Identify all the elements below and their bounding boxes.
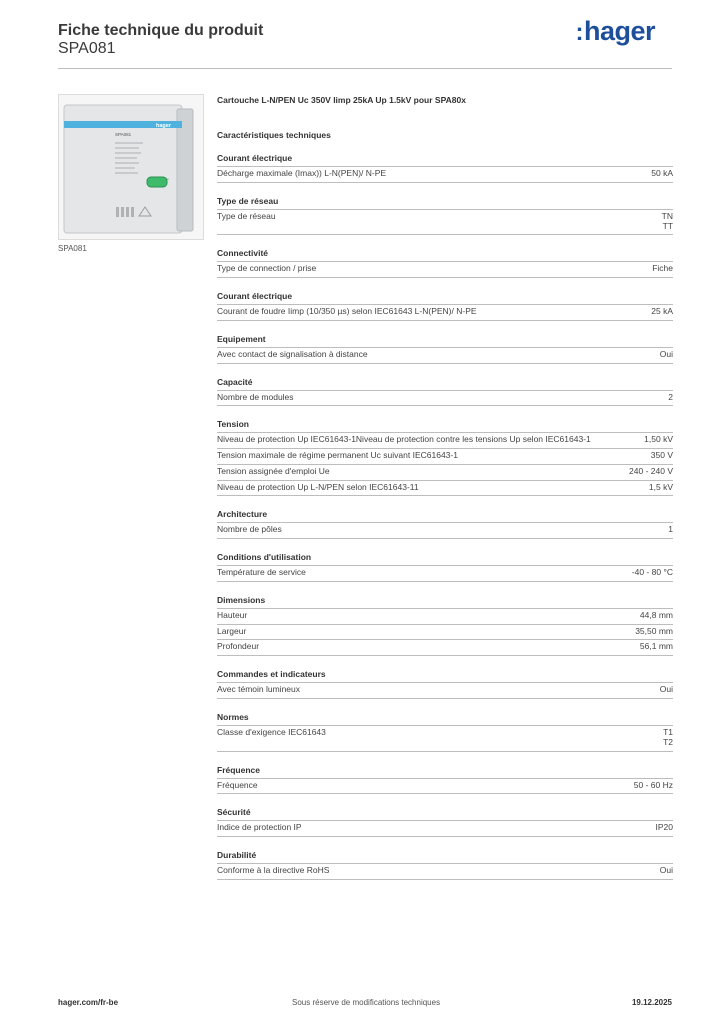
characteristics-groups <box>217 153 673 880</box>
spec-row <box>217 609 673 625</box>
spec-label: Tension maximale de régime permanent Uc suivant IEC61643-1 <box>217 450 458 461</box>
spec-group <box>217 419 673 496</box>
footer-website: hager.com/fr-be <box>58 998 119 1007</box>
spec-label: Niveau de protection Up L-N/PEN selon IEC61643-11 <box>217 481 419 492</box>
spec-group-title: Normes <box>217 712 673 726</box>
spec-value: 50 kA <box>651 168 673 178</box>
spec-row <box>217 683 673 699</box>
spec-label: Type de réseau <box>217 210 276 221</box>
spec-label: Profondeur <box>217 641 260 652</box>
spec-label: Hauteur <box>217 609 248 620</box>
spec-label: Courant de foudre Iimp (10/350 µs) selon IEC61643 L-N(PEN)/ N-PE <box>217 306 477 317</box>
spec-label: Conforme à la directive RoHS <box>217 865 330 876</box>
spec-row <box>217 210 673 236</box>
spec-group <box>217 509 673 539</box>
spec-row <box>217 864 673 880</box>
product-description: Cartouche L-N/PEN Uc 350V Iimp 25kA Up 1.5kV pour SPA80x <box>217 95 466 105</box>
hager-logo <box>575 16 655 47</box>
spec-value: 2 <box>668 391 673 402</box>
spec-label: Niveau de protection Up IEC61643-1Niveau de protection contre les tensions Up selon IEC61643-1 <box>217 434 591 445</box>
spec-label: Décharge maximale (Imax)) L-N(PEN)/ N-PE <box>217 168 387 178</box>
technical-details <box>217 95 673 893</box>
spec-value: 25 kA <box>651 306 673 317</box>
spec-row <box>217 821 673 837</box>
spec-group <box>217 196 673 236</box>
spec-label: Température de service <box>217 567 306 578</box>
footer-date: 19.12.2025 <box>631 998 672 1007</box>
spec-value: 240 - 240 V <box>629 465 673 476</box>
spec-group-title: Type de réseau <box>217 196 673 210</box>
spec-group <box>217 153 673 183</box>
spec-group <box>217 712 673 752</box>
spec-label: Avec témoin lumineux <box>217 684 300 695</box>
spec-row <box>217 566 673 582</box>
spec-value: 1 <box>668 524 673 535</box>
spec-row <box>217 465 673 481</box>
spec-value: Oui <box>659 865 673 876</box>
spec-group <box>217 669 673 699</box>
spec-label: Nombre de modules <box>217 391 294 402</box>
spec-value: 35,50 mm <box>635 625 673 636</box>
spec-label: Avec contact de signalisation à distance <box>217 348 368 359</box>
spec-value: IP20 <box>655 822 673 833</box>
spec-row <box>217 449 673 465</box>
spec-value: TN TT <box>661 210 673 231</box>
spec-value: 50 - 60 Hz <box>633 779 673 790</box>
spec-value: 56,1 mm <box>639 641 673 652</box>
spec-label: Indice de protection IP <box>217 822 302 833</box>
spec-row <box>217 433 673 449</box>
spec-value: 1,50 kV <box>644 434 673 445</box>
spec-group <box>217 850 673 880</box>
page-title: Fiche technique du produit <box>58 22 264 39</box>
spec-row <box>217 523 673 539</box>
spec-group <box>217 807 673 837</box>
spec-row <box>217 391 673 407</box>
logo-prefix: : <box>575 19 583 46</box>
spec-row <box>217 779 673 795</box>
image-caption: SPA081 <box>58 244 87 253</box>
spec-label: Classe d'exigence IEC61643 <box>217 727 326 738</box>
spec-group-title: Capacité <box>217 377 673 391</box>
spec-row <box>217 305 673 321</box>
spec-group-title: Tension <box>217 419 673 433</box>
spec-group <box>217 595 673 656</box>
spec-value: 1,5 kV <box>648 481 673 492</box>
spec-group-title: Connectivité <box>217 248 673 262</box>
spec-group-title: Architecture <box>217 509 673 523</box>
spec-row <box>217 167 673 183</box>
image-brand-text: hager <box>156 123 171 129</box>
spec-row <box>217 348 673 364</box>
spec-row <box>217 726 673 752</box>
spec-group-title: Commandes et indicateurs <box>217 669 673 683</box>
spec-group-title: Courant électrique <box>217 291 673 305</box>
spec-group <box>217 334 673 364</box>
spec-row <box>217 640 673 656</box>
header-divider <box>58 68 672 69</box>
surge-cartridge-illustration <box>59 95 203 239</box>
spec-value: -40 - 80 °C <box>631 567 673 578</box>
footer-disclaimer: Sous réserve de modifications techniques <box>292 998 441 1007</box>
spec-value: 44,8 mm <box>639 609 673 620</box>
spec-group <box>217 765 673 795</box>
product-image <box>58 94 204 240</box>
spec-group-title: Fréquence <box>217 765 673 779</box>
spec-label: Fréquence <box>217 779 258 790</box>
spec-group-title: Sécurité <box>217 807 673 821</box>
spec-label: Largeur <box>217 625 247 636</box>
spec-value: Oui <box>659 348 673 359</box>
spec-group <box>217 377 673 407</box>
spec-value: Oui <box>659 684 673 695</box>
spec-group-title: Courant électrique <box>217 153 673 167</box>
spec-group-title: Equipement <box>217 334 673 348</box>
spec-group <box>217 248 673 278</box>
spec-group-title: Conditions d'utilisation <box>217 552 673 566</box>
spec-label: Tension assignée d'emploi Ue <box>217 465 330 476</box>
spec-group-title: Dimensions <box>217 595 673 609</box>
product-code: SPA081 <box>58 40 116 57</box>
spec-row <box>217 625 673 641</box>
spec-group-title: Durabilité <box>217 850 673 864</box>
logo-text: hager <box>583 16 655 46</box>
spec-row <box>217 481 673 497</box>
image-label-code: SPA081 <box>115 132 132 137</box>
spec-value: 350 V <box>650 450 673 461</box>
spec-value: T1 T2 <box>663 727 673 747</box>
characteristics-heading: Caractéristiques techniques <box>217 130 331 140</box>
spec-row <box>217 262 673 278</box>
spec-group <box>217 552 673 582</box>
spec-label: Nombre de pôles <box>217 524 282 535</box>
spec-value: Fiche <box>652 263 673 274</box>
spec-label: Type de connection / prise <box>217 263 317 274</box>
spec-group <box>217 291 673 321</box>
